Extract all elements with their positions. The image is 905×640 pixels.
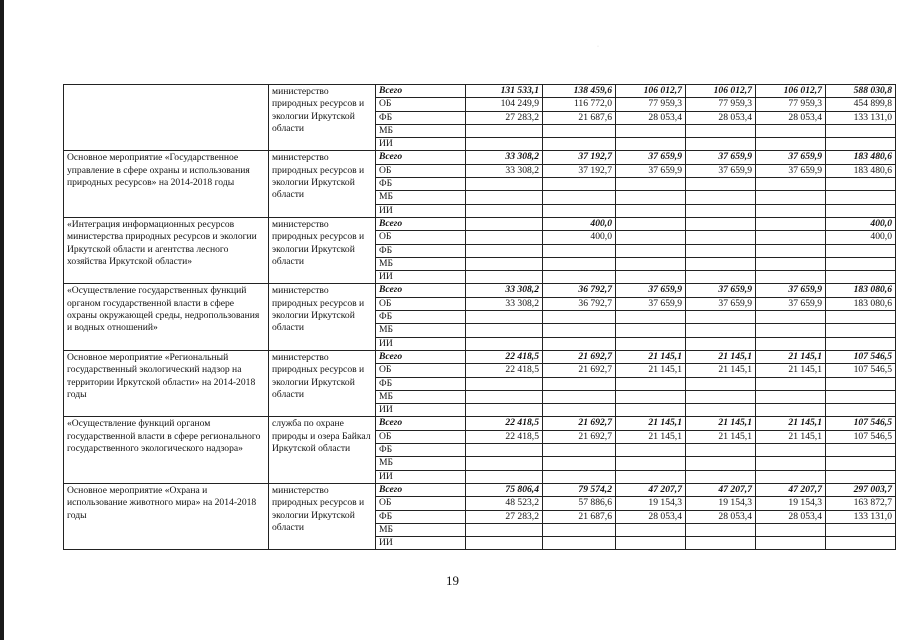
amount-cell: 21 145,1	[616, 417, 686, 430]
amount-cell	[686, 457, 756, 470]
amount-cell	[466, 390, 543, 403]
measure-description: Основное мероприятие «Охрана и использование животного мира» на 2014-2018 годы	[64, 483, 269, 549]
total-value-cell	[826, 537, 896, 550]
amount-cell	[543, 390, 616, 403]
amount-cell	[686, 204, 756, 217]
amount-cell	[543, 124, 616, 137]
amount-cell: 37 659,9	[686, 151, 756, 164]
funding-source-cell: Всего	[376, 284, 466, 297]
amount-cell: 37 659,9	[686, 164, 756, 177]
amount-cell	[616, 444, 686, 457]
total-value-cell: 400,0	[826, 231, 896, 244]
total-value-cell: 107 546,5	[826, 364, 896, 377]
amount-cell	[756, 138, 826, 151]
amount-cell	[466, 537, 543, 550]
total-value-cell	[826, 404, 896, 417]
amount-cell: 33 308,2	[466, 164, 543, 177]
amount-cell	[616, 124, 686, 137]
amount-cell	[756, 444, 826, 457]
amount-cell	[756, 470, 826, 483]
amount-cell	[466, 311, 543, 324]
amount-cell	[616, 337, 686, 350]
amount-cell	[466, 138, 543, 151]
funding-source-cell: Всего	[376, 85, 466, 98]
amount-cell	[616, 204, 686, 217]
funding-source-cell: ОБ	[376, 164, 466, 177]
amount-cell	[543, 457, 616, 470]
amount-cell	[616, 537, 686, 550]
amount-cell: 77 959,3	[756, 98, 826, 111]
amount-cell	[466, 271, 543, 284]
funding-source-cell: МБ	[376, 457, 466, 470]
total-value-cell	[826, 470, 896, 483]
amount-cell: 21 692,7	[543, 364, 616, 377]
executor-cell: министерство природных ресурсов и экологии Иркутской области	[269, 217, 376, 283]
amount-cell: 19 154,3	[616, 497, 686, 510]
total-value-cell	[826, 271, 896, 284]
table-row	[64, 217, 896, 230]
amount-cell: 37 659,9	[756, 164, 826, 177]
amount-cell	[543, 178, 616, 191]
amount-cell: 28 053,4	[756, 111, 826, 124]
amount-cell: 33 308,2	[466, 151, 543, 164]
amount-cell	[756, 231, 826, 244]
amount-cell: 21 692,7	[543, 430, 616, 443]
amount-cell	[686, 217, 756, 230]
measure-description: Основное мероприятие «Региональный государственный экологический надзор на территории Иркутской области» на 2014-2018 годы	[64, 350, 269, 416]
funding-source-cell: ИИ	[376, 138, 466, 151]
amount-cell: 75 806,4	[466, 483, 543, 496]
amount-cell	[756, 257, 826, 270]
amount-cell: 37 659,9	[686, 297, 756, 310]
amount-cell: 21 145,1	[756, 430, 826, 443]
amount-cell	[543, 311, 616, 324]
amount-cell	[616, 244, 686, 257]
amount-cell: 27 283,2	[466, 510, 543, 523]
total-value-cell: 163 872,7	[826, 497, 896, 510]
amount-cell	[756, 377, 826, 390]
funding-source-cell: Всего	[376, 417, 466, 430]
amount-cell: 400,0	[543, 231, 616, 244]
amount-cell	[686, 337, 756, 350]
table-row	[64, 350, 896, 363]
amount-cell: 21 145,1	[686, 417, 756, 430]
amount-cell: 131 533,1	[466, 85, 543, 98]
measure-description	[64, 85, 269, 151]
table-row	[64, 284, 896, 297]
total-value-cell	[826, 311, 896, 324]
amount-cell	[466, 377, 543, 390]
amount-cell: 33 308,2	[466, 284, 543, 297]
amount-cell	[686, 311, 756, 324]
funding-source-cell: ФБ	[376, 377, 466, 390]
amount-cell: 106 012,7	[616, 85, 686, 98]
amount-cell	[466, 257, 543, 270]
total-value-cell: 588 030,8	[826, 85, 896, 98]
amount-cell	[466, 523, 543, 536]
amount-cell: 37 659,9	[616, 297, 686, 310]
amount-cell: 22 418,5	[466, 364, 543, 377]
amount-cell	[543, 523, 616, 536]
funding-source-cell: ОБ	[376, 231, 466, 244]
total-value-cell: 183 080,6	[826, 297, 896, 310]
scan-edge-bar	[0, 0, 4, 640]
amount-cell: 21 687,6	[543, 510, 616, 523]
measure-description: «Осуществление функций органом государственной власти в сфере регионального государственного экологического надзора»	[64, 417, 269, 483]
executor-cell: министерство природных ресурсов и экологии Иркутской области	[269, 85, 376, 151]
amount-cell	[543, 537, 616, 550]
amount-cell	[543, 257, 616, 270]
amount-cell: 36 792,7	[543, 284, 616, 297]
amount-cell	[616, 191, 686, 204]
amount-cell	[616, 271, 686, 284]
total-value-cell: 133 131,0	[826, 111, 896, 124]
amount-cell	[756, 311, 826, 324]
funding-source-cell: ФБ	[376, 311, 466, 324]
amount-cell	[543, 377, 616, 390]
amount-cell: 21 692,7	[543, 350, 616, 363]
amount-cell	[686, 324, 756, 337]
funding-source-cell: ФБ	[376, 244, 466, 257]
amount-cell: 21 145,1	[756, 350, 826, 363]
amount-cell	[686, 257, 756, 270]
amount-cell	[616, 257, 686, 270]
measure-description: Основное мероприятие «Государственное управление в сфере охраны и использования природных ресурсов» на 2014-2018 годы	[64, 151, 269, 217]
executor-cell: министерство природных ресурсов и экологии Иркутской области	[269, 284, 376, 350]
executor-cell: министерство природных ресурсов и экологии Иркутской области	[269, 151, 376, 217]
amount-cell	[543, 244, 616, 257]
total-value-cell: 107 546,5	[826, 430, 896, 443]
amount-cell: 21 687,6	[543, 111, 616, 124]
amount-cell	[466, 337, 543, 350]
funding-source-cell: МБ	[376, 124, 466, 137]
amount-cell	[543, 444, 616, 457]
funding-source-cell: МБ	[376, 257, 466, 270]
amount-cell: 37 659,9	[616, 164, 686, 177]
amount-cell: 37 192,7	[543, 151, 616, 164]
funding-source-cell: Всего	[376, 151, 466, 164]
funding-source-cell: Всего	[376, 217, 466, 230]
amount-cell	[686, 444, 756, 457]
table-row	[64, 483, 896, 496]
total-value-cell: 297 003,7	[826, 483, 896, 496]
amount-cell	[756, 337, 826, 350]
amount-cell: 28 053,4	[756, 510, 826, 523]
total-value-cell	[826, 178, 896, 191]
table-row	[64, 151, 896, 164]
funding-source-cell: МБ	[376, 390, 466, 403]
amount-cell: 37 192,7	[543, 164, 616, 177]
amount-cell: 37 659,9	[686, 284, 756, 297]
funding-source-cell: ИИ	[376, 404, 466, 417]
amount-cell	[686, 124, 756, 137]
total-value-cell	[826, 457, 896, 470]
amount-cell	[543, 324, 616, 337]
amount-cell: 48 523,2	[466, 497, 543, 510]
total-value-cell	[826, 377, 896, 390]
amount-cell	[686, 191, 756, 204]
amount-cell	[616, 324, 686, 337]
funding-source-cell: ОБ	[376, 497, 466, 510]
funding-source-cell: Всего	[376, 483, 466, 496]
total-value-cell	[826, 191, 896, 204]
amount-cell	[756, 404, 826, 417]
amount-cell: 36 792,7	[543, 297, 616, 310]
total-value-cell	[826, 390, 896, 403]
amount-cell	[756, 523, 826, 536]
funding-source-cell: ИИ	[376, 337, 466, 350]
amount-cell: 28 053,4	[616, 111, 686, 124]
total-value-cell	[826, 337, 896, 350]
funding-source-cell: ОБ	[376, 430, 466, 443]
total-value-cell	[826, 204, 896, 217]
amount-cell	[756, 537, 826, 550]
amount-cell: 138 459,6	[543, 85, 616, 98]
amount-cell: 37 659,9	[616, 151, 686, 164]
amount-cell: 106 012,7	[756, 85, 826, 98]
total-value-cell: 107 546,5	[826, 350, 896, 363]
amount-cell	[466, 178, 543, 191]
table-row	[64, 417, 896, 430]
amount-cell	[616, 178, 686, 191]
amount-cell: 21 145,1	[686, 350, 756, 363]
amount-cell	[616, 217, 686, 230]
funding-source-cell: ИИ	[376, 537, 466, 550]
amount-cell: 22 418,5	[466, 430, 543, 443]
amount-cell	[686, 231, 756, 244]
executor-cell: министерство природных ресурсов и экологии Иркутской области	[269, 350, 376, 416]
amount-cell: 33 308,2	[466, 297, 543, 310]
amount-cell: 79 574,2	[543, 483, 616, 496]
amount-cell	[543, 470, 616, 483]
amount-cell	[686, 271, 756, 284]
amount-cell	[466, 470, 543, 483]
funding-source-cell: ФБ	[376, 111, 466, 124]
total-value-cell: 183 480,6	[826, 164, 896, 177]
total-value-cell	[826, 124, 896, 137]
amount-cell	[466, 231, 543, 244]
amount-cell: 22 418,5	[466, 417, 543, 430]
measure-description: «Осуществление государственных функций органом государственной власти в сфере охраны окружающей среды, недропользования и водных отношений»	[64, 284, 269, 350]
amount-cell	[756, 457, 826, 470]
amount-cell	[466, 324, 543, 337]
amount-cell: 21 145,1	[686, 364, 756, 377]
amount-cell	[756, 178, 826, 191]
amount-cell	[543, 191, 616, 204]
funding-source-cell: ФБ	[376, 444, 466, 457]
amount-cell	[616, 457, 686, 470]
amount-cell	[616, 231, 686, 244]
funding-source-cell: МБ	[376, 324, 466, 337]
amount-cell: 77 959,3	[616, 98, 686, 111]
amount-cell	[756, 324, 826, 337]
total-value-cell: 454 899,8	[826, 98, 896, 111]
amount-cell	[543, 404, 616, 417]
amount-cell	[616, 404, 686, 417]
total-value-cell	[826, 523, 896, 536]
funding-source-cell: ОБ	[376, 364, 466, 377]
amount-cell: 21 145,1	[756, 417, 826, 430]
amount-cell: 21 692,7	[543, 417, 616, 430]
amount-cell	[466, 244, 543, 257]
amount-cell	[543, 204, 616, 217]
amount-cell: 106 012,7	[686, 85, 756, 98]
amount-cell: 47 207,7	[616, 483, 686, 496]
total-value-cell	[826, 444, 896, 457]
amount-cell	[756, 217, 826, 230]
amount-cell: 21 145,1	[686, 430, 756, 443]
page-number: 19	[446, 573, 459, 588]
measure-description: «Интеграция информационных ресурсов министерства природных ресурсов и экологии Иркутской области и агентства лесного хозяйства Иркутской области»	[64, 217, 269, 283]
total-value-cell	[826, 324, 896, 337]
amount-cell: 27 283,2	[466, 111, 543, 124]
funding-source-cell: ОБ	[376, 98, 466, 111]
amount-cell	[686, 404, 756, 417]
amount-cell: 21 145,1	[616, 350, 686, 363]
amount-cell: 400,0	[543, 217, 616, 230]
funding-source-cell: ИИ	[376, 271, 466, 284]
amount-cell	[686, 244, 756, 257]
amount-cell	[686, 523, 756, 536]
amount-cell	[686, 537, 756, 550]
amount-cell	[686, 178, 756, 191]
amount-cell: 22 418,5	[466, 350, 543, 363]
amount-cell	[466, 124, 543, 137]
funding-source-cell: ФБ	[376, 178, 466, 191]
amount-cell	[756, 271, 826, 284]
amount-cell	[686, 390, 756, 403]
amount-cell	[616, 311, 686, 324]
amount-cell	[616, 390, 686, 403]
amount-cell: 19 154,3	[756, 497, 826, 510]
funding-source-cell: ИИ	[376, 470, 466, 483]
amount-cell: 37 659,9	[756, 284, 826, 297]
amount-cell	[686, 470, 756, 483]
executor-cell: министерство природных ресурсов и экологии Иркутской области	[269, 483, 376, 549]
amount-cell: 57 886,6	[543, 497, 616, 510]
funding-source-cell: МБ	[376, 523, 466, 536]
amount-cell	[756, 244, 826, 257]
budget-table-body	[64, 85, 896, 550]
amount-cell: 28 053,4	[686, 510, 756, 523]
amount-cell	[466, 404, 543, 417]
amount-cell	[466, 204, 543, 217]
total-value-cell: 133 131,0	[826, 510, 896, 523]
amount-cell	[756, 124, 826, 137]
amount-cell: 28 053,4	[616, 510, 686, 523]
amount-cell	[466, 191, 543, 204]
funding-source-cell: МБ	[376, 191, 466, 204]
amount-cell: 21 145,1	[616, 430, 686, 443]
amount-cell	[756, 204, 826, 217]
total-value-cell: 183 080,6	[826, 284, 896, 297]
amount-cell	[466, 457, 543, 470]
amount-cell	[466, 444, 543, 457]
total-value-cell	[826, 138, 896, 151]
amount-cell	[756, 390, 826, 403]
amount-cell	[616, 523, 686, 536]
amount-cell	[466, 217, 543, 230]
amount-cell	[543, 337, 616, 350]
funding-source-cell: ИИ	[376, 204, 466, 217]
amount-cell	[543, 271, 616, 284]
total-value-cell: 400,0	[826, 217, 896, 230]
amount-cell	[616, 470, 686, 483]
table-row	[64, 85, 896, 98]
total-value-cell: 107 546,5	[826, 417, 896, 430]
amount-cell: 116 772,0	[543, 98, 616, 111]
amount-cell: 104 249,9	[466, 98, 543, 111]
amount-cell: 21 145,1	[756, 364, 826, 377]
amount-cell	[543, 138, 616, 151]
amount-cell: 21 145,1	[616, 364, 686, 377]
amount-cell: 28 053,4	[686, 111, 756, 124]
amount-cell	[686, 377, 756, 390]
amount-cell	[756, 191, 826, 204]
amount-cell	[616, 377, 686, 390]
amount-cell	[686, 138, 756, 151]
amount-cell	[616, 138, 686, 151]
executor-cell: служба по охране природы и озера Байкал Иркутской области	[269, 417, 376, 483]
funding-source-cell: ФБ	[376, 510, 466, 523]
total-value-cell: 183 480,6	[826, 151, 896, 164]
amount-cell: 37 659,9	[616, 284, 686, 297]
funding-source-cell: ОБ	[376, 297, 466, 310]
amount-cell: 37 659,9	[756, 297, 826, 310]
amount-cell: 19 154,3	[686, 497, 756, 510]
total-value-cell	[826, 244, 896, 257]
amount-cell: 47 207,7	[756, 483, 826, 496]
funding-source-cell: Всего	[376, 350, 466, 363]
amount-cell: 37 659,9	[756, 151, 826, 164]
amount-cell: 47 207,7	[686, 483, 756, 496]
total-value-cell	[826, 257, 896, 270]
budget-table	[63, 84, 896, 550]
scan-mark: ·	[597, 44, 599, 50]
amount-cell: 77 959,3	[686, 98, 756, 111]
